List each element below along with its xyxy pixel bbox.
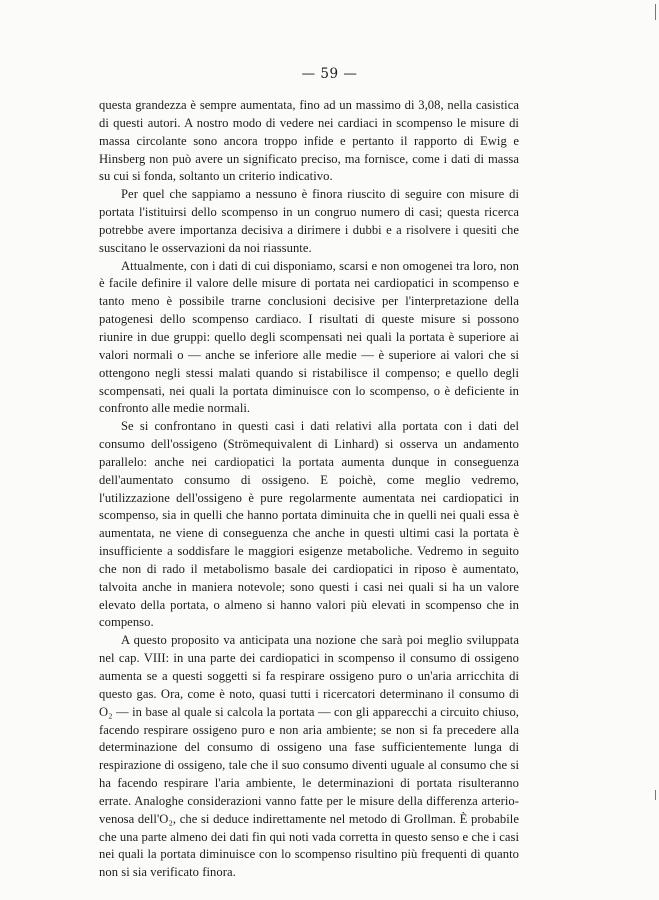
paragraph-5: A questo proposito va anticipata una nozione che sarà poi meglio sviluppata nel cap. VIII: in una parte dei cardiopatici in scompenso il consumo di ossigeno aumenta se a questi soggetti si fa respirare ossigeno puro o un'aria arricchita di questo gas. Ora, come è noto, quasi tutti i ricercatori determinano il consumo di O₂ — in base al quale si calcola la portata — con gli apparecchi a circuito chiuso, facendo respirare ossigeno puro e non aria ambiente; se non si fa precedere alla determinazione del consumo di ossigeno una fase sufficientemente lunga di respirazione di ossigeno, tale che il suo consumo diventi uguale al consumo che si ha facendo respirare l'aria ambiente, le determinazioni di portata risulteranno errate. Analoghe considerazioni vanno fatte per le misure della differenza arterio-venosa dell'O₂, che si deduce indirettamente nel metodo di Grollman. È probabile che una parte almeno dei dati fin qui noti vada corretta in questo senso e che i casi nei quali la portata diminuisce con lo scompenso risultino più frequenti di quanto non si sia verificato finora. (99, 633, 519, 880)
body-text (99, 97, 519, 882)
paragraph-3: Attualmente, con i dati di cui disponiamo, scarsi e non omogenei tra loro, non è facile definire il valore delle misure di portata nei cardiopatici in scompenso e tanto meno è possibile trarne conclusioni decisive per l'interpretazione della patogenesi dello scompenso cardiaco. I risultati di queste misure si possono riunire in due gruppi: quello degli scompensati nei quali la portata è superiore ai valori normali o — anche se inferiore alle medie — è superiore ai valori che si ottengono negli stessi malati quando si ristabilisce il compenso; e quello degli scompensati, nei quali la portata diminuisce con lo scompenso, o è deficiente in confronto alle medie normali. (99, 258, 519, 416)
paragraph-4: Se si confrontano in questi casi i dati relativi alla portata con i dati del consumo dell'ossigeno (Strömequivalent di Linhard) si osserva un andamento parallelo: anche nei cardiopatici la portata aumenta dunque in conseguenza dell'aumentato consumo di ossigeno. E poichè, come meglio vedremo, l'utilizzazione dell'ossigeno è pure regolarmente aumentata nei cardiopatici in scompenso, sia in quelli che hanno portata diminuita che in quelli nei quali essa è aumentata, ne viene di conseguenza che anche in questi ultimi casi la portata è insufficiente a soddisfare le maggiori esigenze metaboliche. Vedremo in seguito che non di rado il metabolismo basale dei cardiopatici in riposo è aumentato, talvoita anche in maniera notevole; sono questi i casi nei quali si ha un valore elevato della portata, o almeno si hanno valori più elevati in scompenso che in compenso. (99, 419, 519, 630)
page-number: — 59 — (301, 66, 358, 82)
paragraph-1: questa grandezza è sempre aumentata, fino ad un massimo di 3,08, nella casistica di questi autori. A nostro modo di vedere nei cardiaci in scompenso le misure di massa circolante sono ancora troppo infide e pertanto il rapporto di Ewig e Hinsberg non può avere un significato preciso, ma fornisce, come i dati di massa su cui si fonda, soltanto un criterio indicativo. (99, 98, 519, 184)
scan-edge-mark-bottom (655, 790, 656, 800)
paragraph-2: Per quel che sappiamo a nessuno è finora riuscito di seguire con misure di portata l'istituirsi dello scompenso in un congruo numero di casi; questa ricerca potrebbe avere importanza decisiva a dirimere i dubbi e a risolvere i quesiti che suscitano le osservazioni da noi riassunte. (99, 187, 519, 255)
scan-edge-mark-top (655, 4, 656, 20)
